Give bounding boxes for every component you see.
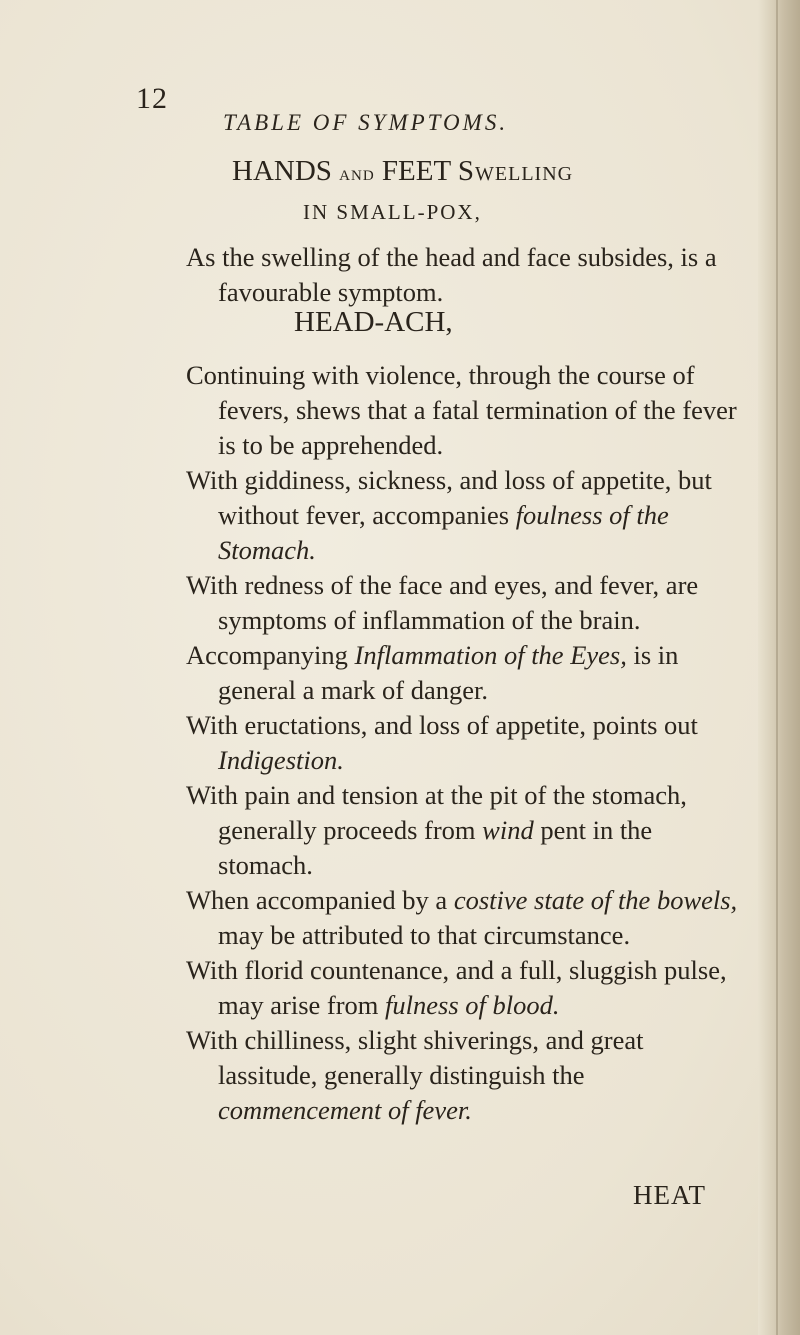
text-run: Accompanying [186,640,355,670]
entry-paragraph [186,240,746,310]
page-number: 12 [136,82,168,115]
text-run: Continuing with violence, through the course of fevers, shews that a fatal termination of the fever is to be apprehended. [186,360,737,460]
italic-phrase: commencement of fever. [218,1095,472,1125]
italic-phrase: Inflammation of the Eyes, [354,640,627,670]
entry-paragraph [186,883,746,953]
page-edge-shadow [758,0,800,1335]
entry-paragraph [186,1023,746,1128]
entry-paragraph [186,358,746,463]
text-run: As the swelling of the head and face subsides, is a favourable symptom. [186,242,717,307]
italic-phrase: costive state of the bowels, [453,885,738,915]
entry-paragraph [186,953,746,1023]
italic-phrase: Indigestion. [218,745,344,775]
catchword: HEAT [633,1180,706,1210]
entry-paragraph [186,638,746,708]
text-run: is in general a mark of danger. [218,640,679,705]
text-run: With florid countenance, and a full, sluggish pulse, may arise from [186,955,727,1020]
heading-head-ach: HEAD-ACH, [294,306,453,338]
heading-word-feet: FEET [381,155,451,187]
text-run: With pain and tension at the pit of the stomach, generally proceeds from [186,780,687,845]
text-run: When accompanied by a [186,885,454,915]
entry-paragraph [186,708,746,778]
text-run: may be attributed to that circumstance. [218,920,631,950]
text-run: With redness of the face and eyes, and fever, are symptoms of inflammation of the brain. [186,570,699,635]
heading-word-and: and [339,160,375,185]
text-run: With giddiness, sickness, and loss of appetite, but without fever, accompanies [186,465,712,530]
entry-paragraph [186,568,746,638]
text-run: pent in the stomach. [218,815,653,880]
italic-phrase: fulness of blood. [385,990,560,1020]
text-run: With chilliness, slight shiverings, and great lassitude, generally distinguish the [186,1025,644,1090]
heading-word-hands: HANDS [232,155,332,187]
heading-hands-feet [0,155,800,188]
italic-phrase: foulness of the Stomach. [218,500,669,565]
running-head: TABLE OF SYMPTOMS. [223,110,509,135]
subheading-small-pox: IN SMALL-POX, [303,200,482,224]
entry-paragraph [186,463,746,568]
page-edge-line [776,0,778,1335]
italic-phrase: wind [482,815,534,845]
entry-paragraph [186,778,746,883]
heading-word-swelling: Swelling [457,155,574,187]
text-run: With eructations, and loss of appetite, points out [186,710,698,740]
